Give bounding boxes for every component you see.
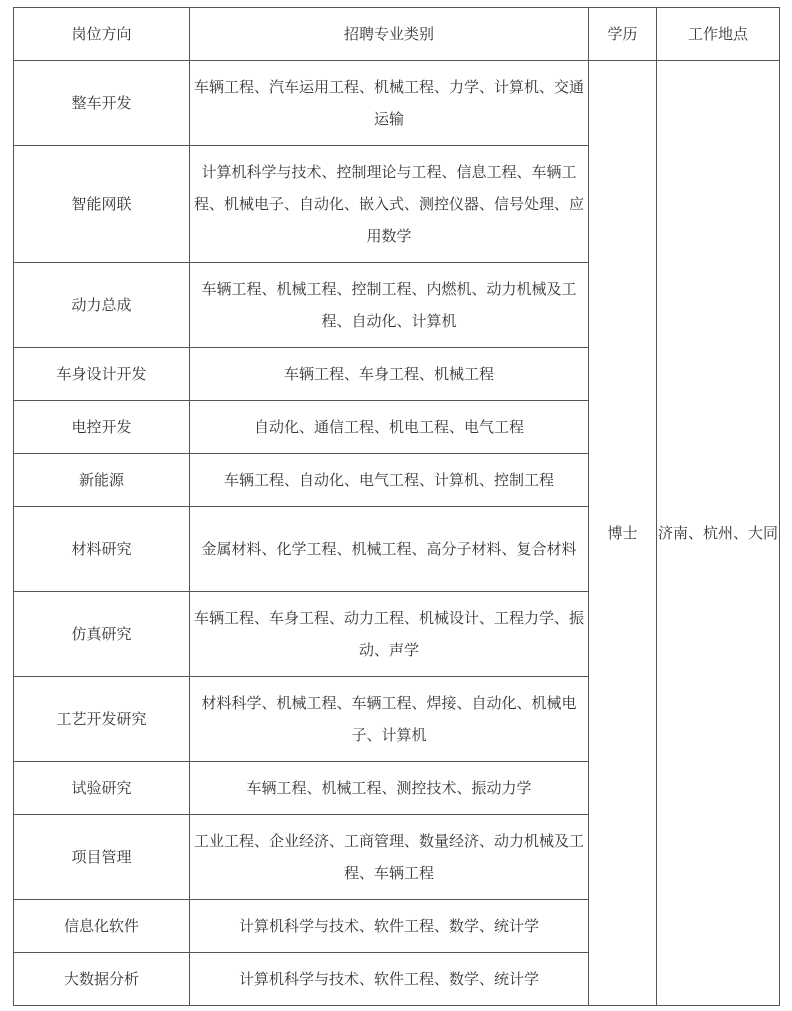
position-cell: 电控开发 bbox=[14, 401, 190, 454]
header-position: 岗位方向 bbox=[14, 8, 190, 61]
major-cell: 车辆工程、车身工程、机械工程 bbox=[190, 348, 589, 401]
major-cell: 车辆工程、自动化、电气工程、计算机、控制工程 bbox=[190, 454, 589, 507]
location-cell: 济南、杭州、大同 bbox=[657, 61, 780, 1006]
position-cell: 智能网联 bbox=[14, 146, 190, 263]
major-cell: 车辆工程、机械工程、测控技术、振动力学 bbox=[190, 762, 589, 815]
position-cell: 材料研究 bbox=[14, 507, 190, 592]
position-cell: 工艺开发研究 bbox=[14, 677, 190, 762]
major-cell: 计算机科学与技术、软件工程、数学、统计学 bbox=[190, 900, 589, 953]
major-cell: 自动化、通信工程、机电工程、电气工程 bbox=[190, 401, 589, 454]
major-cell: 车辆工程、汽车运用工程、机械工程、力学、计算机、交通运输 bbox=[190, 61, 589, 146]
position-cell: 整车开发 bbox=[14, 61, 190, 146]
degree-cell: 博士 bbox=[589, 61, 657, 1006]
major-cell: 车辆工程、车身工程、动力工程、机械设计、工程力学、振动、声学 bbox=[190, 592, 589, 677]
header-major: 招聘专业类别 bbox=[190, 8, 589, 61]
recruitment-table bbox=[13, 7, 780, 1006]
position-cell: 信息化软件 bbox=[14, 900, 190, 953]
table-row bbox=[14, 61, 780, 146]
position-cell: 仿真研究 bbox=[14, 592, 190, 677]
header-degree: 学历 bbox=[589, 8, 657, 61]
major-cell: 车辆工程、机械工程、控制工程、内燃机、动力机械及工程、自动化、计算机 bbox=[190, 263, 589, 348]
header-location: 工作地点 bbox=[657, 8, 780, 61]
major-cell: 材料科学、机械工程、车辆工程、焊接、自动化、机械电子、计算机 bbox=[190, 677, 589, 762]
position-cell: 大数据分析 bbox=[14, 953, 190, 1006]
position-cell: 车身设计开发 bbox=[14, 348, 190, 401]
position-cell: 新能源 bbox=[14, 454, 190, 507]
header-row bbox=[14, 8, 780, 61]
major-cell: 计算机科学与技术、软件工程、数学、统计学 bbox=[190, 953, 589, 1006]
major-cell: 计算机科学与技术、控制理论与工程、信息工程、车辆工程、机械电子、自动化、嵌入式、测控仪器、信号处理、应用数学 bbox=[190, 146, 589, 263]
position-cell: 动力总成 bbox=[14, 263, 190, 348]
position-cell: 试验研究 bbox=[14, 762, 190, 815]
position-cell: 项目管理 bbox=[14, 815, 190, 900]
major-cell: 金属材料、化学工程、机械工程、高分子材料、复合材料 bbox=[190, 507, 589, 592]
major-cell: 工业工程、企业经济、工商管理、数量经济、动力机械及工程、车辆工程 bbox=[190, 815, 589, 900]
